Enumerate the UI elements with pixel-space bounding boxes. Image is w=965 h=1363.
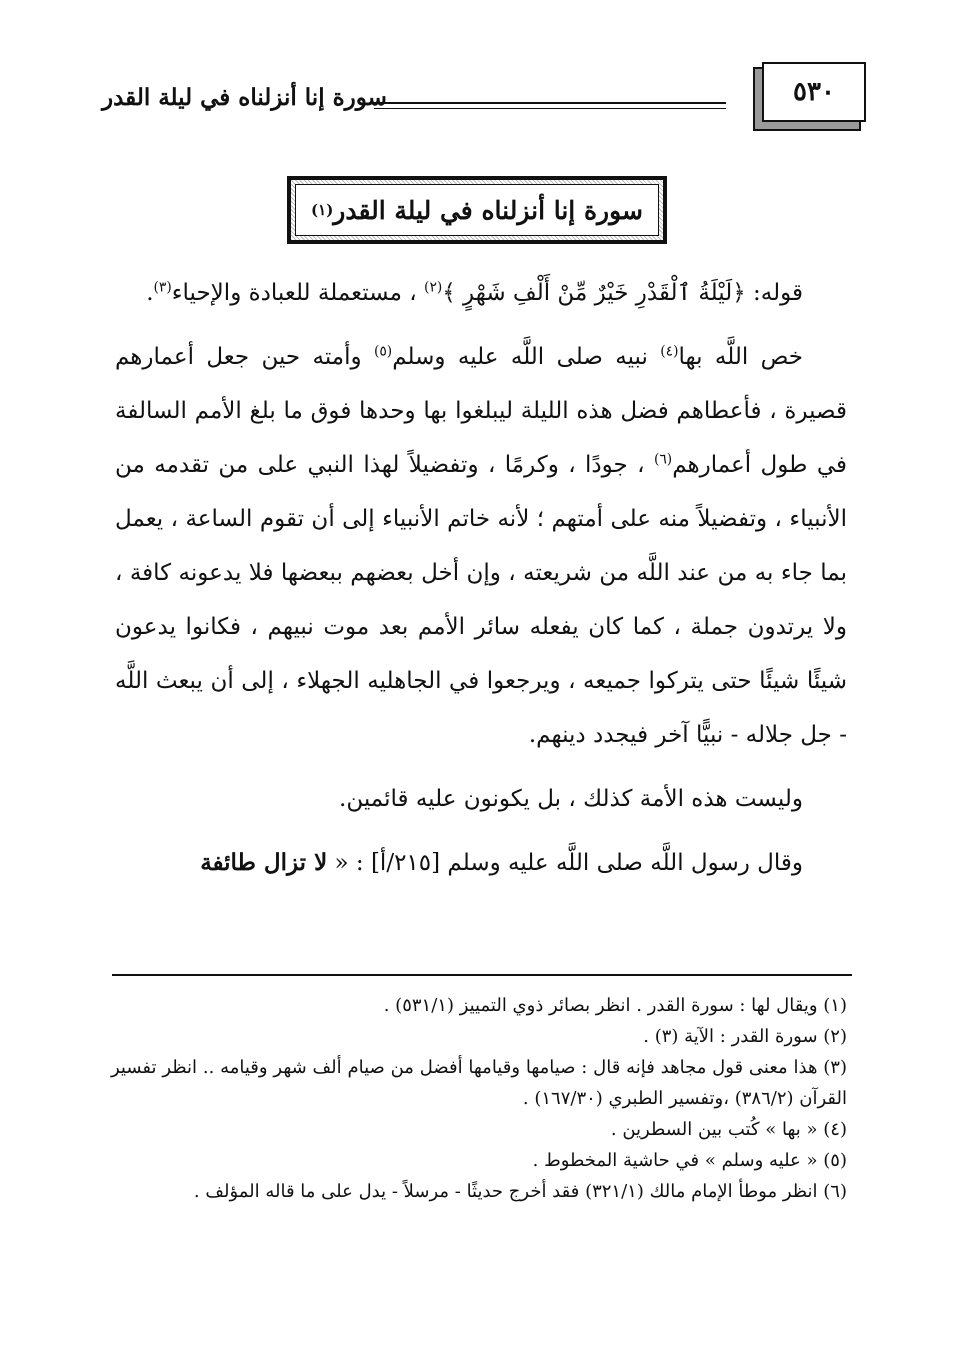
paragraph-2: [115, 330, 847, 762]
paragraph-1: [115, 266, 847, 320]
paragraph-3: وليست هذه الأمة كذلك ، بل يكونون عليه قائمين.: [339, 786, 803, 812]
quran-verse: ﴿لَيْلَةُ ٱلْقَدْرِ خَيْرٌ مِّنْ أَلْفِ شَهْرٍ ﴾: [442, 280, 746, 306]
footnote-4: [111, 1114, 847, 1145]
running-title: سورة إنا أنزلناه في ليلة القدر: [102, 84, 387, 111]
footnote-3: [111, 1052, 847, 1114]
p1-end: .: [146, 280, 154, 306]
footnote-ref-4: (٤): [660, 343, 679, 360]
footnote-6: [111, 1176, 847, 1207]
footnote-5: [111, 1145, 847, 1176]
footnotes: [111, 990, 847, 1207]
footnote-text: « عليه وسلم » في حاشية المخطوط .: [532, 1150, 818, 1171]
header-rule: [374, 102, 726, 109]
footnote-text: ويقال لها : سورة القدر . انظر بصائر ذوي التمييز (٥٣١/١) .: [383, 995, 818, 1016]
footnote-1: [111, 990, 847, 1021]
p4-text: وقال رسول اللَّه صلى اللَّه عليه وسلم [٢١٥/أ] : «: [327, 850, 803, 876]
footnote-ref-3: (٣): [153, 279, 172, 296]
footnote-text: « بها » كُتب بين السطرين .: [610, 1119, 818, 1140]
footnote-text: انظر موطأ الإمام مالك (٣٢١/١) فقد أخرج حديثًا - مرسلاً - يدل على ما قاله المؤلف .: [193, 1181, 818, 1202]
page-number-box: [762, 62, 866, 122]
footnote-ref-2: (٢): [424, 279, 443, 296]
running-header: [96, 62, 866, 132]
chapter-title: سورة إنا أنزلناه في ليلة القدر: [333, 195, 643, 225]
paragraph-4: [115, 836, 847, 890]
footnote-separator: [112, 974, 852, 976]
footnote-number: (٤): [823, 1119, 847, 1140]
p2-text-3: وأمته حين جعل أعمارهم قصيرة ، فأعطاهم فضل هذه الليلة ليبلغوا بها وحدها فوق ما بلغ الأمم السالفة في طول أعمارهم: [115, 344, 847, 478]
chapter-heading: سورة إنا أنزلناه في ليلة القدر (١): [295, 184, 659, 236]
footnote-ref-5: (٥): [373, 343, 393, 360]
footnote-number: (١): [823, 995, 847, 1016]
p2-text-4: ، جودًا ، وكرمًا ، وتفضيلاً لهذا النبي على من تقدمه من الأنبياء ، وتفضيلاً منه على أمتهم ؛ لأنه خاتم الأنبياء إلى أن تقوم الساعة ، يعمل بما جاء به من عند اللَّه من شريعته ، وإن أخل بعضهم ببعضها فلا يدعونه كافة ، ولا يرتدون جملة ، كما كان يفعله سائر الأمم بعد موت نبيهم ، فكانوا يدعون شيئًا شيئًا حتى يتركوا جميعه ، ويرجعوا في الجاهليه الجهلاء ، إلى أن يبعث اللَّه - جل جلاله - نبيًّا آخر فيجدد دينهم.: [115, 452, 847, 748]
chapter-heading-frame: [287, 176, 667, 244]
footnote-text: هذا معنى قول مجاهد فإنه قال : صيامها وقيامها أفضل من صيام ألف شهر وقيامه .. انظر تفسير القرآن (٣٨٦/٢) ،وتفسير الطبري (١٦٧/٣٠) .: [111, 1057, 847, 1109]
p1-text: ، مستعملة للعبادة والإحياء: [171, 280, 417, 306]
footnote-ref-6: (٦): [653, 451, 673, 468]
p4-bold: لا تزال طائفة: [200, 849, 328, 876]
footnote-number: (٣): [823, 1057, 847, 1078]
p2-text-2: نبيه صلى اللَّه عليه وسلم: [392, 344, 661, 370]
footnote-number: (٢): [823, 1026, 847, 1047]
footnote-2: [111, 1021, 847, 1052]
footnote-number: (٦): [823, 1181, 847, 1202]
page-number: ٥٣٠: [793, 77, 835, 107]
main-text: [115, 266, 847, 890]
footnote-number: (٥): [823, 1150, 847, 1171]
footnote-text: سورة القدر : الآية (٣) .: [643, 1026, 818, 1047]
p1-lead: قوله:: [745, 280, 803, 306]
p2-text-1: خص اللَّه بها: [678, 344, 803, 370]
